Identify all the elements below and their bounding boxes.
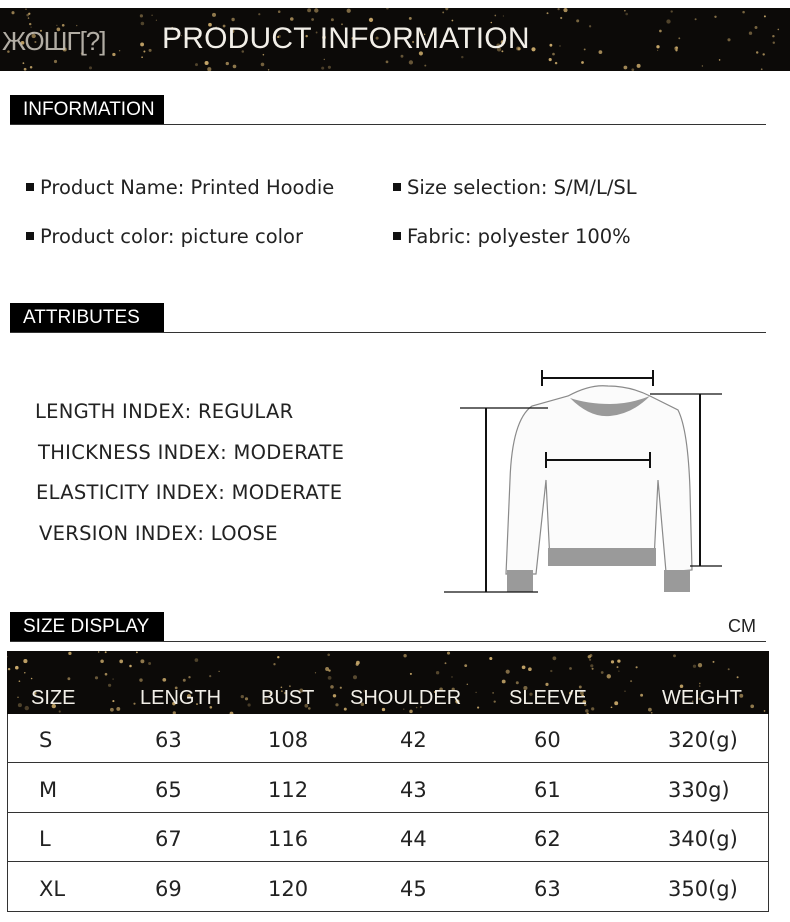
- cell-size: XL: [39, 876, 66, 901]
- sparkle-dot: [657, 50, 658, 51]
- sparkle-dot: [233, 65, 237, 69]
- sparkle-dot: [576, 19, 579, 22]
- sparkle-dot: [503, 15, 504, 16]
- sparkle-dot: [671, 10, 673, 12]
- sparkle-dot: [258, 13, 260, 15]
- sparkle-dot: [666, 19, 670, 23]
- sparkle-dot: [777, 29, 779, 31]
- sparkle-dot: [464, 664, 467, 667]
- sparkle-dot: [461, 56, 463, 58]
- sparkle-dot: [410, 673, 412, 675]
- sparkle-dot: [136, 652, 138, 654]
- sparkle-dot: [559, 45, 560, 46]
- sparkle-dot: [29, 23, 31, 25]
- sparkle-dot: [451, 676, 452, 677]
- sparkle-dot: [314, 8, 318, 12]
- sparkle-dot: [436, 671, 439, 674]
- table-row: [7, 863, 769, 912]
- sparkle-dot: [247, 703, 250, 706]
- sparkle-dot: [19, 680, 21, 682]
- sparkle-dot: [756, 51, 758, 53]
- sparkle-dot: [545, 683, 548, 686]
- sparkle-dot: [143, 50, 145, 52]
- sparkle-dot: [140, 659, 144, 663]
- cell-bust: 120: [268, 876, 309, 901]
- sparkle-dot: [112, 678, 113, 679]
- sparkle-dot: [640, 694, 643, 697]
- sparkle-dot: [195, 658, 199, 662]
- sparkle-dot: [68, 652, 71, 655]
- sparkle-dot: [591, 707, 594, 710]
- sparkle-dot: [331, 18, 334, 21]
- sparkle-dot: [590, 664, 593, 667]
- sparkle-dot: [344, 708, 347, 711]
- sparkle-dot: [116, 707, 120, 711]
- sparkle-dot: [637, 64, 641, 68]
- sparkle-dot: [563, 8, 567, 12]
- cell-bust: 108: [268, 728, 309, 752]
- cell-length: 63: [155, 728, 182, 752]
- sparkle-dot: [321, 67, 324, 70]
- cell-length: 69: [155, 876, 182, 901]
- section-header-size-display: SIZE DISPLAY: [10, 612, 164, 642]
- info-text: Product Name: Printed Hoodie: [40, 176, 335, 199]
- sparkle-dot: [277, 656, 279, 658]
- section-divider: [10, 641, 766, 642]
- sparkle-dot: [611, 706, 613, 708]
- sparkle-dot: [699, 683, 701, 685]
- sparkle-dot: [737, 676, 739, 678]
- sparkle-dot: [195, 63, 198, 66]
- sparkle-dot: [149, 49, 152, 52]
- sparkle-dot: [742, 11, 745, 14]
- sparkle-dot: [100, 659, 104, 663]
- sparkle-dot: [112, 700, 114, 702]
- sparkle-dot: [17, 697, 18, 698]
- sparkle-dot: [30, 66, 32, 69]
- sparkle-dot: [28, 17, 29, 18]
- size-table-header: [7, 651, 769, 714]
- sparkle-dot: [162, 678, 166, 682]
- sparkle-dot: [141, 22, 145, 26]
- column-header-shoulder: SHOULDER: [350, 687, 462, 709]
- sparkle-dot: [531, 47, 535, 51]
- sparkle-dot: [618, 670, 619, 671]
- sparkle-dot: [141, 56, 143, 58]
- sparkle-dot: [624, 10, 625, 11]
- sparkle-dot: [15, 666, 19, 670]
- column-header-sleeve: SLEEVE: [509, 687, 587, 709]
- sparkle-dot: [467, 684, 468, 685]
- sparkle-dot: [24, 68, 27, 71]
- sparkle-dot: [648, 708, 652, 712]
- bullet-icon: [26, 232, 34, 240]
- sparkle-dot: [25, 8, 27, 10]
- sparkle-dot: [589, 25, 591, 27]
- sparkle-dot: [148, 662, 151, 665]
- sparkle-dot: [28, 13, 30, 15]
- sparkle-dot: [761, 68, 763, 70]
- sparkle-dot: [549, 58, 552, 61]
- sparkle-dot: [311, 18, 314, 21]
- sparkle-dot: [31, 678, 33, 680]
- sparkle-dot: [750, 704, 754, 708]
- sparkle-dot: [273, 663, 275, 665]
- top-banner: [0, 8, 790, 71]
- sparkle-dot: [95, 676, 98, 679]
- sparkle-dot: [307, 8, 311, 12]
- sparkle-dot: [445, 662, 447, 664]
- sparkle-dot: [477, 707, 479, 709]
- sparkle-dot: [550, 670, 552, 672]
- sparkle-dot: [156, 20, 157, 21]
- sparkle-dot: [67, 677, 70, 680]
- sparkle-dot: [335, 703, 338, 706]
- sparkle-dot: [356, 661, 360, 665]
- table-row: [7, 813, 769, 862]
- unit-label: CM: [728, 616, 756, 636]
- sparkle-dot: [584, 48, 586, 50]
- sparkle-dot: [11, 11, 14, 14]
- sparkle-dot: [607, 674, 611, 678]
- sparkle-dot: [112, 53, 115, 56]
- cell-shoulder: 43: [400, 777, 427, 802]
- cell-bust: 116: [268, 827, 309, 851]
- cell-weight: 330g): [668, 777, 730, 802]
- sparkle-dot: [353, 675, 357, 679]
- sparkle-dot: [409, 60, 413, 64]
- cell-size: L: [39, 827, 51, 851]
- sparkle-dot: [592, 668, 594, 670]
- sparkle-dot: [702, 65, 703, 66]
- sparkle-dot: [98, 651, 99, 652]
- sparkle-dot: [330, 685, 334, 689]
- sparkle-dot: [278, 10, 281, 13]
- sparkle-dot: [727, 38, 730, 41]
- sparkle-dot: [693, 665, 696, 668]
- attr-version-index: VERSION INDEX: LOOSE: [39, 522, 278, 545]
- sparkle-dot: [245, 697, 248, 700]
- sparkle-dot: [23, 62, 25, 64]
- sparkle-dot: [7, 656, 8, 658]
- bullet-icon: [393, 183, 401, 191]
- sparkle-dot: [549, 44, 552, 47]
- sparkle-dot: [589, 659, 591, 661]
- sparkle-dot: [315, 672, 316, 673]
- cell-weight: 350(g): [668, 876, 738, 901]
- sparkle-dot: [110, 708, 114, 712]
- sparkle-dot: [218, 671, 219, 672]
- sparkle-dot: [755, 26, 758, 29]
- cell-sleeve: 62: [534, 827, 561, 851]
- sparkle-dot: [569, 667, 572, 670]
- sparkle-dot: [328, 669, 330, 671]
- sparkle-dot: [762, 53, 764, 55]
- sparkle-dot: [611, 660, 614, 663]
- sparkle-dot: [188, 676, 190, 678]
- bullet-icon: [393, 232, 401, 240]
- sparkle-dot: [581, 61, 584, 64]
- sparkle-dot: [673, 654, 676, 657]
- sparkle-dot: [231, 18, 234, 21]
- cell-shoulder: 42: [400, 728, 427, 752]
- cell-weight: 320(g): [668, 728, 738, 752]
- sparkle-dot: [599, 50, 603, 54]
- cell-shoulder: 45: [400, 876, 427, 901]
- info-text: Product color: picture color: [40, 225, 304, 248]
- sparkle-dot: [105, 651, 107, 653]
- section-divider: [10, 332, 766, 333]
- column-header-bust: BUST: [261, 687, 315, 709]
- sparkle-dot: [555, 62, 557, 64]
- attr-elasticity-index: ELASTICITY INDEX: MODERATE: [36, 481, 343, 504]
- banner-title: PRODUCT INFORMATION: [162, 22, 530, 55]
- section-header-attributes: ATTRIBUTES: [10, 303, 164, 333]
- sparkle-dot: [678, 37, 680, 39]
- table-row: [7, 714, 769, 763]
- sparkle-dot: [212, 13, 216, 17]
- sparkle-dot: [151, 15, 153, 17]
- sparkle-dot: [489, 657, 492, 660]
- sparkle-dot: [119, 50, 120, 51]
- sparkle-dot: [714, 16, 716, 18]
- sparkle-dot: [23, 659, 27, 663]
- sparkle-dot: [226, 62, 229, 65]
- sparkle-dot: [631, 68, 634, 71]
- section-header-information: INFORMATION: [10, 95, 164, 125]
- sparkle-dot: [719, 59, 721, 61]
- sparkle-dot: [324, 59, 325, 60]
- cell-sleeve: 61: [534, 777, 561, 802]
- sparkle-dot: [403, 654, 406, 657]
- sparkle-dot: [494, 15, 496, 17]
- sparkle-dot: [89, 66, 92, 69]
- sparkle-dot: [442, 11, 444, 13]
- cell-weight: 340(g): [668, 827, 738, 851]
- sparkle-dot: [695, 18, 697, 20]
- sparkle-dot: [764, 15, 766, 17]
- table-row: [7, 764, 769, 813]
- cell-sleeve: 60: [534, 728, 561, 752]
- sparkle-dot: [630, 680, 632, 682]
- column-header-weight: WEIGHT: [662, 687, 742, 709]
- sparkle-dot: [601, 671, 604, 674]
- sparkle-dot: [713, 661, 715, 663]
- cell-sleeve: 63: [534, 876, 561, 901]
- sparkle-dot: [18, 703, 22, 707]
- sparkle-dot: [773, 41, 775, 43]
- sparkle-dot: [522, 665, 526, 669]
- sparkle-dot: [328, 66, 331, 69]
- sparkle-dot: [557, 8, 559, 10]
- sparkle-dot: [207, 67, 211, 71]
- cell-size: S: [39, 728, 53, 752]
- sparkle-dot: [636, 666, 638, 668]
- sparkle-dot: [764, 710, 766, 712]
- attr-thickness-index: THICKNESS INDEX: MODERATE: [38, 441, 345, 464]
- sparkle-dot: [516, 681, 519, 684]
- sparkle-dot: [656, 45, 659, 48]
- cell-length: 67: [155, 827, 182, 851]
- sparkle-dot: [528, 667, 532, 671]
- sparkle-dot: [129, 665, 132, 668]
- column-header-size: SIZE: [31, 687, 76, 709]
- sparkle-dot: [139, 678, 142, 681]
- cell-bust: 112: [268, 777, 309, 802]
- info-text: Fabric: polyester 100%: [407, 225, 631, 248]
- sparkle-dot: [560, 17, 562, 19]
- sparkle-dot: [209, 675, 211, 677]
- sparkle-dot: [268, 69, 269, 70]
- sparkle-dot: [386, 61, 389, 64]
- info-size-selection: [393, 176, 637, 199]
- sparkle-dot: [24, 672, 25, 673]
- cell-shoulder: 44: [400, 827, 427, 851]
- sparkle-dot: [447, 652, 450, 655]
- sparkle-dot: [589, 654, 592, 657]
- sparkle-dot: [494, 700, 496, 702]
- sparkle-dot: [328, 676, 332, 680]
- sparkle-dot: [140, 42, 144, 46]
- sparkle-dot: [506, 670, 510, 674]
- brand-logo: ЖОШГ[?]: [2, 26, 106, 56]
- sparkle-dot: [502, 680, 506, 684]
- sparkle-dot: [140, 14, 143, 17]
- sparkle-dot: [772, 35, 774, 37]
- sparkle-dot: [261, 63, 265, 67]
- sparkle-dot: [59, 710, 61, 712]
- sparkle-dot: [241, 695, 244, 698]
- sparkle-dot: [8, 668, 10, 670]
- sparkle-dot: [424, 65, 426, 67]
- sparkle-dot: [659, 30, 662, 33]
- sparkle-dot: [327, 653, 330, 656]
- column-header-length: LENGTH: [140, 687, 222, 709]
- section-divider: [10, 124, 766, 125]
- sparkle-dot: [54, 60, 57, 63]
- info-product-color: [26, 225, 303, 248]
- sparkle-dot: [614, 701, 618, 705]
- sparkle-dot: [698, 663, 702, 667]
- sparkle-dot: [108, 684, 111, 687]
- cell-size: M: [39, 777, 58, 802]
- sparkle-dot: [290, 17, 294, 21]
- sparkle-dot: [624, 690, 626, 692]
- sparkle-dot: [553, 656, 557, 660]
- attr-length-index: LENGTH INDEX: REGULAR: [35, 400, 294, 423]
- sparkle-dot: [25, 706, 29, 710]
- sweater-measurement-diagram: [440, 370, 740, 600]
- sparkle-dot: [445, 8, 448, 10]
- sparkle-dot: [386, 8, 389, 9]
- sparkle-dot: [133, 703, 135, 705]
- sparkle-dot: [205, 61, 209, 65]
- bullet-icon: [26, 183, 34, 191]
- sparkle-dot: [492, 692, 494, 694]
- sparkle-dot: [333, 694, 336, 697]
- info-fabric: [393, 225, 631, 248]
- info-text: Size selection: S/M/L/SL: [407, 176, 637, 199]
- sparkle-dot: [617, 666, 619, 668]
- sparkle-dot: [409, 710, 413, 714]
- sparkle-dot: [409, 17, 412, 20]
- sparkle-dot: [105, 673, 108, 676]
- sparkle-dot: [617, 659, 620, 662]
- sparkle-dot: [347, 9, 351, 13]
- sparkle-dot: [183, 679, 186, 682]
- sparkle-dot: [625, 13, 628, 16]
- info-product-name: [26, 176, 334, 199]
- sparkle-dot: [547, 12, 549, 14]
- sparkle-dot: [728, 668, 730, 670]
- sparkle-dot: [340, 687, 342, 689]
- sparkle-dot: [624, 66, 628, 70]
- sparkle-dot: [749, 32, 752, 35]
- sparkle-dot: [552, 53, 555, 56]
- sparkle-dot: [675, 49, 677, 51]
- sparkle-dot: [475, 692, 476, 693]
- sparkle-dot: [119, 660, 123, 664]
- cell-length: 65: [155, 777, 182, 802]
